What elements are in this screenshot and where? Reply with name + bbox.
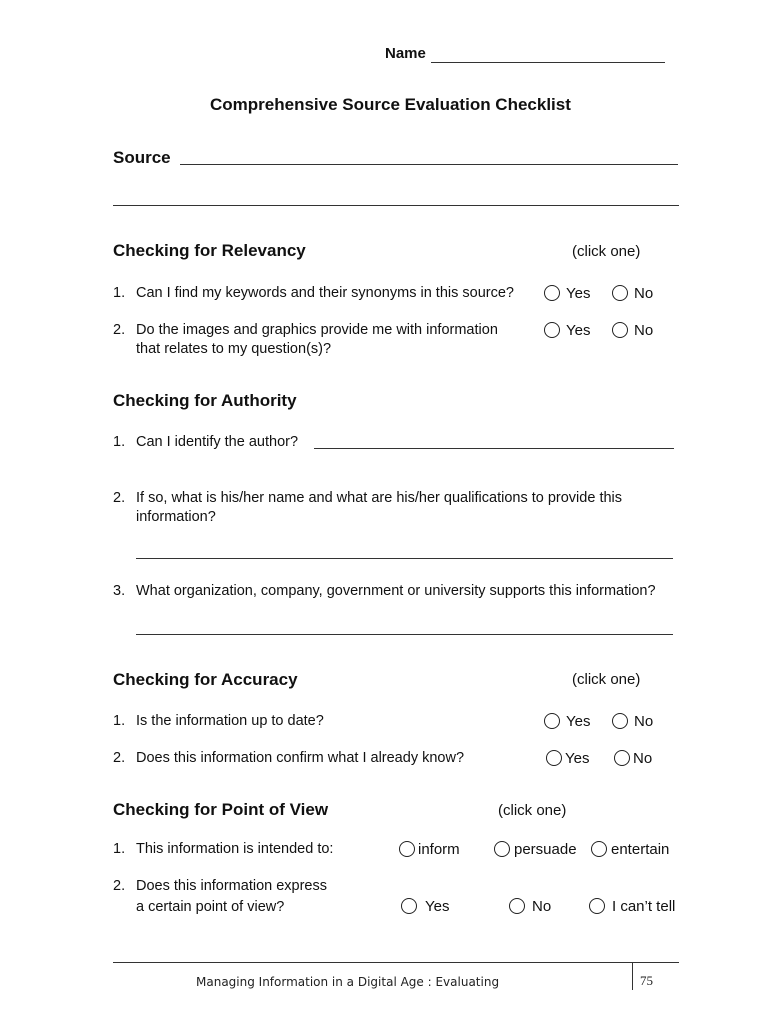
relevancy-q1-no-radio[interactable] (612, 285, 628, 301)
authority-q2-number: 2. (113, 490, 126, 506)
relevancy-q1-number: 1. (113, 285, 126, 301)
authority-q3-number: 3. (113, 583, 126, 599)
authority-q1-answer-field[interactable] (314, 448, 674, 449)
pov-hint: (click one) (498, 802, 567, 819)
relevancy-q1-yes-radio[interactable] (544, 285, 560, 301)
authority-q2-text-line1: If so, what is his/her name and what are his/her qualifications to provide this (136, 490, 623, 506)
accuracy-q2-yes-label: Yes (565, 750, 590, 767)
authority-q3-text: What organization, company, government or university supports this information? (136, 583, 656, 599)
pov-q2-no-label: No (532, 898, 552, 915)
relevancy-q2-no-label: No (634, 322, 654, 339)
page-title: Comprehensive Source Evaluation Checklist (210, 95, 571, 114)
relevancy-q2-number: 2. (113, 322, 126, 338)
pov-q2-no-radio[interactable] (509, 898, 525, 914)
relevancy-q2-yes-radio[interactable] (544, 322, 560, 338)
authority-q2-answer-field[interactable] (136, 558, 673, 559)
pov-q2-text-line2: a certain point of view? (136, 899, 285, 915)
pov-q2-yes-radio[interactable] (401, 898, 417, 914)
pov-q1-entertain-label: entertain (611, 841, 670, 858)
accuracy-q1-yes-label: Yes (566, 713, 591, 730)
accuracy-q1-no-radio[interactable] (612, 713, 628, 729)
pov-q1-inform-label: inform (418, 841, 460, 858)
pov-q2-yes-label: Yes (425, 898, 450, 915)
relevancy-q1-text: Can I find my keywords and their synonyms in this source? (136, 285, 514, 301)
authority-q2-text-line2: information? (136, 509, 216, 525)
pov-q1-persuade-label: persuade (514, 841, 577, 858)
pov-q1-inform-radio[interactable] (399, 841, 415, 857)
source-label: Source (113, 148, 171, 167)
pov-q2-text-line1: Does this information express (136, 878, 327, 894)
accuracy-q2-yes-radio[interactable] (546, 750, 562, 766)
relevancy-q2-text-line2: that relates to my question(s)? (136, 341, 332, 357)
relevancy-q1-yes-label: Yes (566, 285, 591, 302)
pov-q1-text: This information is intended to: (136, 841, 334, 857)
relevancy-q2-yes-label: Yes (566, 322, 591, 339)
pov-q1-number: 1. (113, 841, 126, 857)
authority-heading: Checking for Authority (113, 391, 297, 410)
relevancy-q1-no-label: No (634, 285, 654, 302)
authority-q3-answer-field[interactable] (136, 634, 673, 635)
authority-q1-text: Can I identify the author? (136, 434, 299, 450)
relevancy-heading: Checking for Relevancy (113, 241, 306, 260)
footer-rule (113, 962, 679, 963)
footer-text: Managing Information in a Digital Age : Evaluating (196, 975, 500, 989)
relevancy-q2-text-line1: Do the images and graphics provide me with information (136, 322, 498, 338)
name-field[interactable] (431, 62, 665, 63)
accuracy-q2-no-radio[interactable] (614, 750, 630, 766)
authority-q1-number: 1. (113, 434, 126, 450)
name-label: Name (385, 45, 426, 62)
source-field[interactable] (180, 164, 678, 165)
page-number: 75 (640, 973, 653, 988)
pov-q1-persuade-radio[interactable] (494, 841, 510, 857)
accuracy-q2-no-label: No (633, 750, 653, 767)
pov-q2-number: 2. (113, 878, 126, 894)
pov-q2-cant-tell-label: I can’t tell (612, 898, 676, 915)
relevancy-q2-no-radio[interactable] (612, 322, 628, 338)
accuracy-heading: Checking for Accuracy (113, 670, 298, 689)
source-field-line-2[interactable] (113, 205, 679, 206)
accuracy-q1-text: Is the information up to date? (136, 713, 324, 729)
accuracy-q1-number: 1. (113, 713, 126, 729)
accuracy-q2-number: 2. (113, 750, 126, 766)
relevancy-hint: (click one) (572, 243, 641, 260)
accuracy-q2-text: Does this information confirm what I already know? (136, 750, 465, 766)
footer-divider (632, 962, 633, 990)
pov-q2-cant-tell-radio[interactable] (589, 898, 605, 914)
accuracy-q1-yes-radio[interactable] (544, 713, 560, 729)
pov-q1-entertain-radio[interactable] (591, 841, 607, 857)
accuracy-hint: (click one) (572, 671, 641, 688)
accuracy-q1-no-label: No (634, 713, 654, 730)
pov-heading: Checking for Point of View (113, 800, 329, 819)
